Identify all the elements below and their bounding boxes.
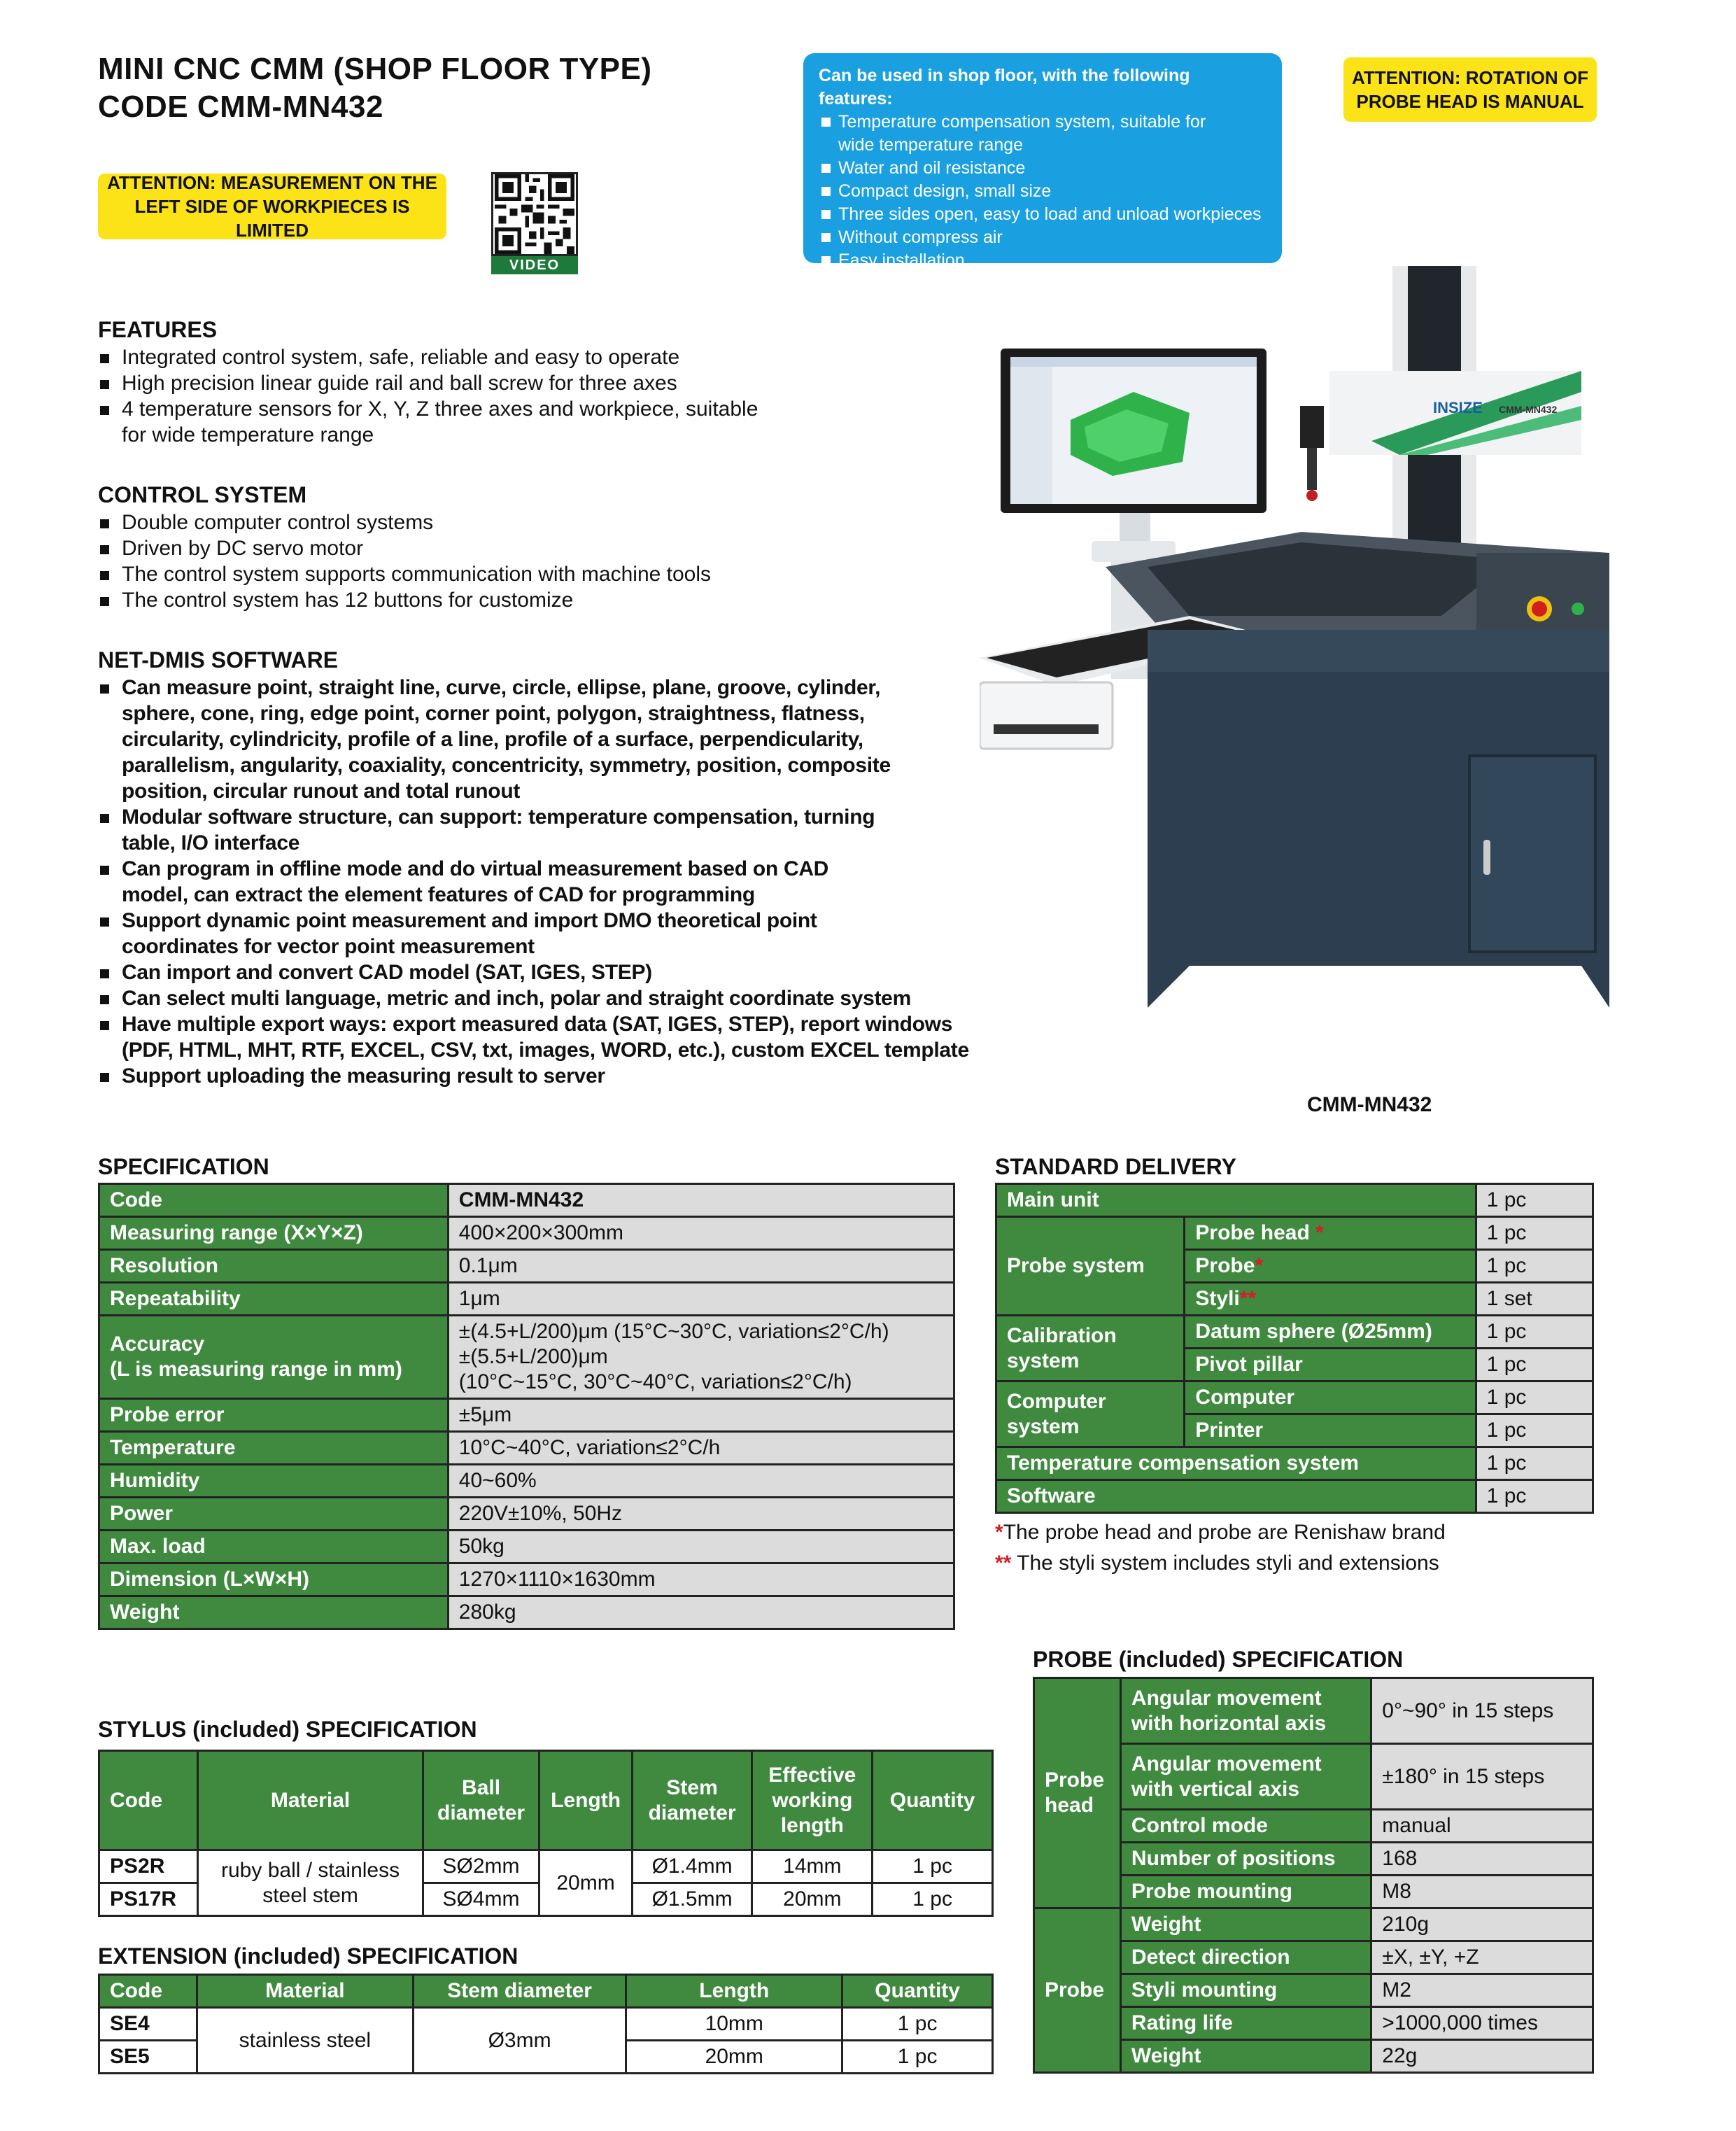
table-row xyxy=(996,1381,1593,1414)
table-row xyxy=(99,1531,954,1563)
spec-value: 1μm xyxy=(448,1283,954,1316)
asterisk-mark: * xyxy=(1255,1254,1264,1277)
stylus-length: 20mm xyxy=(539,1850,632,1916)
delivery-qty: 1 pc xyxy=(1476,1316,1593,1349)
table-row xyxy=(99,1498,954,1531)
spec-key: Weight xyxy=(99,1596,449,1629)
table-row xyxy=(99,1250,954,1283)
list-item: Can select multi language, metric and inch, polar and straight coordinate system xyxy=(98,985,952,1011)
attention-right-line-2: PROBE HEAD IS MANUAL xyxy=(1356,91,1584,112)
delivery-group: Probe system xyxy=(996,1217,1185,1316)
table-row xyxy=(99,1850,993,1883)
spec-value: ±5μm xyxy=(448,1399,954,1432)
probe-spec-value: 22g xyxy=(1371,2040,1593,2073)
table-row xyxy=(99,1751,993,1850)
spec-key: Measuring range (X×Y×Z) xyxy=(99,1217,449,1250)
stylus-ball: SØ4mm xyxy=(423,1883,539,1916)
probe-spec-key: Weight xyxy=(1120,2040,1371,2073)
delivery-qty: 1 pc xyxy=(1476,1250,1593,1283)
spec-value: 280kg xyxy=(448,1596,954,1629)
probe-spec-value: ±180° in 15 steps xyxy=(1371,1744,1593,1810)
delivery-qty: 1 pc xyxy=(1476,1217,1593,1250)
list-item: High precision linear guide rail and ball screw for three axes xyxy=(98,370,798,396)
specification-heading: SPECIFICATION xyxy=(98,1154,269,1179)
extension-heading: EXTENSION (included) SPECIFICATION xyxy=(98,1943,518,1969)
column-header: Stem diameter xyxy=(632,1751,752,1850)
probe-spec-key: Angular movement with horizontal axis xyxy=(1120,1678,1371,1744)
attention-left-line-1: ATTENTION: MEASUREMENT ON THE xyxy=(107,172,437,193)
delivery-note-2: ** The styli system includes styli and extensions xyxy=(995,1552,1439,1575)
list-item: Without compress air xyxy=(819,226,1266,249)
page-title xyxy=(98,50,652,126)
delivery-qty: 1 pc xyxy=(1476,1349,1593,1381)
features-list xyxy=(98,344,798,448)
probe-spec-value: manual xyxy=(1371,1810,1593,1843)
stylus-code: PS17R xyxy=(99,1883,198,1916)
extension-code: SE5 xyxy=(99,2041,197,2074)
table-row xyxy=(996,1480,1593,1513)
probe-spec-value: M8 xyxy=(1371,1876,1593,1908)
column-header: Quantity xyxy=(842,1975,993,2008)
probe-spec-key: Styli mounting xyxy=(1120,1974,1371,2007)
delivery-table xyxy=(995,1183,1594,1514)
software-section xyxy=(98,647,980,1089)
asterisk-mark: ** xyxy=(1239,1287,1257,1310)
column-header: Ball diameter xyxy=(423,1751,539,1850)
column-header: Code xyxy=(99,1975,197,2008)
probe-spec-value: 168 xyxy=(1371,1843,1593,1876)
table-row xyxy=(99,1316,954,1399)
spec-value: CMM-MN432 xyxy=(448,1184,954,1217)
list-item: Driven by DC servo motor xyxy=(98,535,938,561)
probe-spec-value: >1000,000 times xyxy=(1371,2007,1593,2040)
table-row xyxy=(99,1399,954,1432)
attention-right-line-1: ATTENTION: ROTATION OF xyxy=(1352,67,1588,88)
probe-spec-value: M2 xyxy=(1371,1974,1593,2007)
list-item: Support dynamic point measurement and import DMO theoretical point coordinates for vector point measurement xyxy=(98,908,896,959)
extension-table xyxy=(98,1974,994,2074)
delivery-group: Computer system xyxy=(996,1381,1185,1447)
table-row xyxy=(996,1447,1593,1480)
table-row xyxy=(1034,1678,1593,1744)
column-header: Material xyxy=(198,1751,423,1850)
column-header: Length xyxy=(539,1751,632,1850)
stylus-material: ruby ball / stainless steel stem xyxy=(198,1850,423,1916)
attention-left-badge xyxy=(98,174,446,239)
delivery-notes xyxy=(995,1517,1446,1579)
software-list xyxy=(98,675,980,1089)
delivery-item: Computer xyxy=(1185,1381,1476,1414)
probe-group-probe: Probe xyxy=(1034,1908,1121,2073)
delivery-qty: 1 pc xyxy=(1476,1447,1593,1480)
probe-spec-key: Number of positions xyxy=(1120,1843,1371,1876)
cmm-machine-image xyxy=(980,266,1623,1050)
spec-key: Dimension (L×W×H) xyxy=(99,1563,449,1596)
qr-code-icon xyxy=(491,172,578,256)
list-item: Can measure point, straight line, curve, circle, ellipse, plane, groove, cylinder, sphere, cone, ring, edge point, corner point, polygon, straightness, flatness, circularity, cylindricity, profile of a line, profile of a surface, perpendicularity, parallelism, angularity, coaxiality, concentricity, symmetry, position, composite position, circular runout and total runout xyxy=(98,675,896,804)
extension-length: 20mm xyxy=(626,2041,842,2074)
list-item: The control system supports communication with machine tools xyxy=(98,561,938,587)
list-item: Support uploading the measuring result to server xyxy=(98,1063,938,1089)
stylus-stem: Ø1.4mm xyxy=(632,1850,752,1883)
table-row xyxy=(99,2008,993,2041)
features-heading: FEATURES xyxy=(98,317,218,342)
delivery-note-1: *The probe head and probe are Renishaw brand xyxy=(995,1521,1446,1544)
spec-value: 220V±10%, 50Hz xyxy=(448,1498,954,1531)
probe-spec-key: Angular movement with vertical axis xyxy=(1120,1744,1371,1810)
table-row xyxy=(99,1465,954,1498)
specification-table xyxy=(98,1183,955,1630)
stylus-stem: Ø1.5mm xyxy=(632,1883,752,1916)
list-item: Three sides open, easy to load and unload workpieces xyxy=(819,203,1266,226)
table-row xyxy=(996,1217,1593,1250)
delivery-qty: 1 pc xyxy=(1476,1480,1593,1513)
table-row xyxy=(99,1283,954,1316)
delivery-item: Main unit xyxy=(996,1184,1476,1217)
software-heading: NET-DMIS SOFTWARE xyxy=(98,647,339,673)
table-row xyxy=(99,1563,954,1596)
delivery-item: Styli** xyxy=(1185,1283,1476,1316)
shop-floor-list xyxy=(819,111,1266,272)
stylus-qty: 1 pc xyxy=(873,1883,993,1916)
delivery-group: Calibration system xyxy=(996,1316,1185,1381)
control-section xyxy=(98,481,938,613)
list-item: Can program in offline mode and do virtual measurement based on CAD model, can extract the element features of CAD for programming xyxy=(98,856,896,908)
table-row xyxy=(99,1596,954,1629)
delivery-item: Datum sphere (Ø25mm) xyxy=(1185,1316,1476,1349)
control-heading: CONTROL SYSTEM xyxy=(98,482,307,507)
probe-spec-heading: PROBE (included) SPECIFICATION xyxy=(1033,1647,1404,1672)
spec-key: Max. load xyxy=(99,1531,449,1563)
probe-spec-table xyxy=(1033,1677,1594,2074)
video-label: VIDEO xyxy=(491,256,578,274)
list-item: Have multiple export ways: export measured data (SAT, IGES, STEP), report windows (PDF, HTML, MHT, RTF, EXCEL, CSV, txt, images, WORD, etc.), custom EXCEL template xyxy=(98,1011,987,1063)
stylus-heading: STYLUS (included) SPECIFICATION xyxy=(98,1717,477,1742)
control-list xyxy=(98,509,938,613)
spec-key: Accuracy (L is measuring range in mm) xyxy=(99,1316,449,1399)
spec-key: Probe error xyxy=(99,1399,449,1432)
column-header: Effective working length xyxy=(752,1751,873,1850)
spec-value: 40~60% xyxy=(448,1465,954,1498)
spec-value: 0.1μm xyxy=(448,1250,954,1283)
spec-value: 10°C~40°C, variation≤2°C/h xyxy=(448,1432,954,1465)
title-line-1: MINI CNC CMM (SHOP FLOOR TYPE) xyxy=(98,52,652,86)
list-item: Easy installation xyxy=(819,249,1266,272)
table-row xyxy=(1034,1908,1593,1941)
spec-key: Power xyxy=(99,1498,449,1531)
stylus-effective: 14mm xyxy=(752,1850,873,1883)
probe-spec-key: Weight xyxy=(1120,1908,1371,1941)
table-row xyxy=(99,1975,993,2008)
brand-label: INSIZE xyxy=(1433,399,1483,416)
probe-spec-value: 0°~90° in 15 steps xyxy=(1371,1678,1593,1744)
list-item: Modular software structure, can support: temperature compensation, turning table, I/O interface xyxy=(98,804,896,856)
delivery-item: Software xyxy=(996,1480,1476,1513)
extension-code: SE4 xyxy=(99,2008,197,2041)
probe-spec-key: Rating life xyxy=(1120,2007,1371,2040)
stylus-table xyxy=(98,1750,994,1917)
probe-spec-value: 210g xyxy=(1371,1908,1593,1941)
list-item: The control system has 12 buttons for customize xyxy=(98,587,938,613)
title-line-2: CODE CMM-MN432 xyxy=(98,90,383,124)
column-header: Code xyxy=(99,1751,198,1850)
shop-floor-heading: Can be used in shop floor, with the following features: xyxy=(819,66,1190,108)
column-header: Material xyxy=(197,1975,413,2008)
table-row xyxy=(996,1184,1593,1217)
delivery-qty: 1 pc xyxy=(1476,1184,1593,1217)
probe-group-head: Probe head xyxy=(1034,1678,1121,1908)
stylus-effective: 20mm xyxy=(752,1883,873,1916)
table-row xyxy=(99,1184,954,1217)
extension-qty: 1 pc xyxy=(842,2008,993,2041)
list-item: Compact design, small size xyxy=(819,180,1266,203)
spec-value: 1270×1110×1630mm xyxy=(448,1563,954,1596)
model-plate: CMM-MN432 xyxy=(1499,404,1558,415)
delivery-item: Probe* xyxy=(1185,1250,1476,1283)
spec-key: Code xyxy=(99,1184,449,1217)
extension-qty: 1 pc xyxy=(842,2041,993,2074)
probe-spec-key: Control mode xyxy=(1120,1810,1371,1843)
delivery-item: Printer xyxy=(1185,1414,1476,1447)
stylus-ball: SØ2mm xyxy=(423,1850,539,1883)
spec-value: 400×200×300mm xyxy=(448,1217,954,1250)
spec-value: 50kg xyxy=(448,1531,954,1563)
extension-stem: Ø3mm xyxy=(413,2008,626,2074)
features-section xyxy=(98,316,798,448)
column-header: Length xyxy=(626,1975,842,2008)
list-item: Integrated control system, safe, reliable and easy to operate xyxy=(98,344,798,370)
list-item: Can import and convert CAD model (SAT, IGES, STEP) xyxy=(98,959,938,985)
column-header: Stem diameter xyxy=(413,1975,626,2008)
table-row xyxy=(99,1217,954,1250)
delivery-qty: 1 set xyxy=(1476,1283,1593,1316)
probe-spec-key: Detect direction xyxy=(1120,1941,1371,1974)
spec-key: Repeatability xyxy=(99,1283,449,1316)
spec-key: Temperature xyxy=(99,1432,449,1465)
machine-caption: CMM-MN432 xyxy=(1307,1093,1432,1116)
stylus-code: PS2R xyxy=(99,1850,198,1883)
delivery-item: Pivot pillar xyxy=(1185,1349,1476,1381)
table-row xyxy=(99,1432,954,1465)
table-row xyxy=(996,1316,1593,1349)
video-qr-code[interactable] xyxy=(491,172,578,274)
column-header: Quantity xyxy=(873,1751,993,1850)
probe-spec-value: ±X, ±Y, +Z xyxy=(1371,1941,1593,1974)
extension-material: stainless steel xyxy=(197,2008,413,2074)
attention-left-line-2: LEFT SIDE OF WORKPIECES IS LIMITED xyxy=(134,196,410,241)
probe-spec-key: Probe mounting xyxy=(1120,1876,1371,1908)
spec-key: Resolution xyxy=(99,1250,449,1283)
delivery-item: Temperature compensation system xyxy=(996,1447,1476,1480)
delivery-item: Probe head * xyxy=(1185,1217,1476,1250)
stylus-qty: 1 pc xyxy=(873,1850,993,1883)
spec-value: ±(4.5+L/200)μm (15°C~30°C, variation≤2°C/h) ±(5.5+L/200)μm (10°C~15°C, 30°C~40°C, variation≤2°C/h) xyxy=(448,1316,954,1399)
list-item: 4 temperature sensors for X, Y, Z three axes and workpiece, suitable for wide temperature range xyxy=(98,396,784,448)
asterisk-mark: * xyxy=(1315,1221,1324,1244)
list-item: Temperature compensation system, suitable for wide temperature range xyxy=(819,111,1266,157)
spec-key: Humidity xyxy=(99,1465,449,1498)
delivery-qty: 1 pc xyxy=(1476,1381,1593,1414)
shop-floor-features-box xyxy=(803,53,1282,270)
delivery-qty: 1 pc xyxy=(1476,1414,1593,1447)
list-item: Water and oil resistance xyxy=(819,157,1266,180)
delivery-heading: STANDARD DELIVERY xyxy=(995,1154,1236,1179)
extension-length: 10mm xyxy=(626,2008,842,2041)
attention-right-badge xyxy=(1343,57,1597,122)
list-item: Double computer control systems xyxy=(98,509,938,535)
